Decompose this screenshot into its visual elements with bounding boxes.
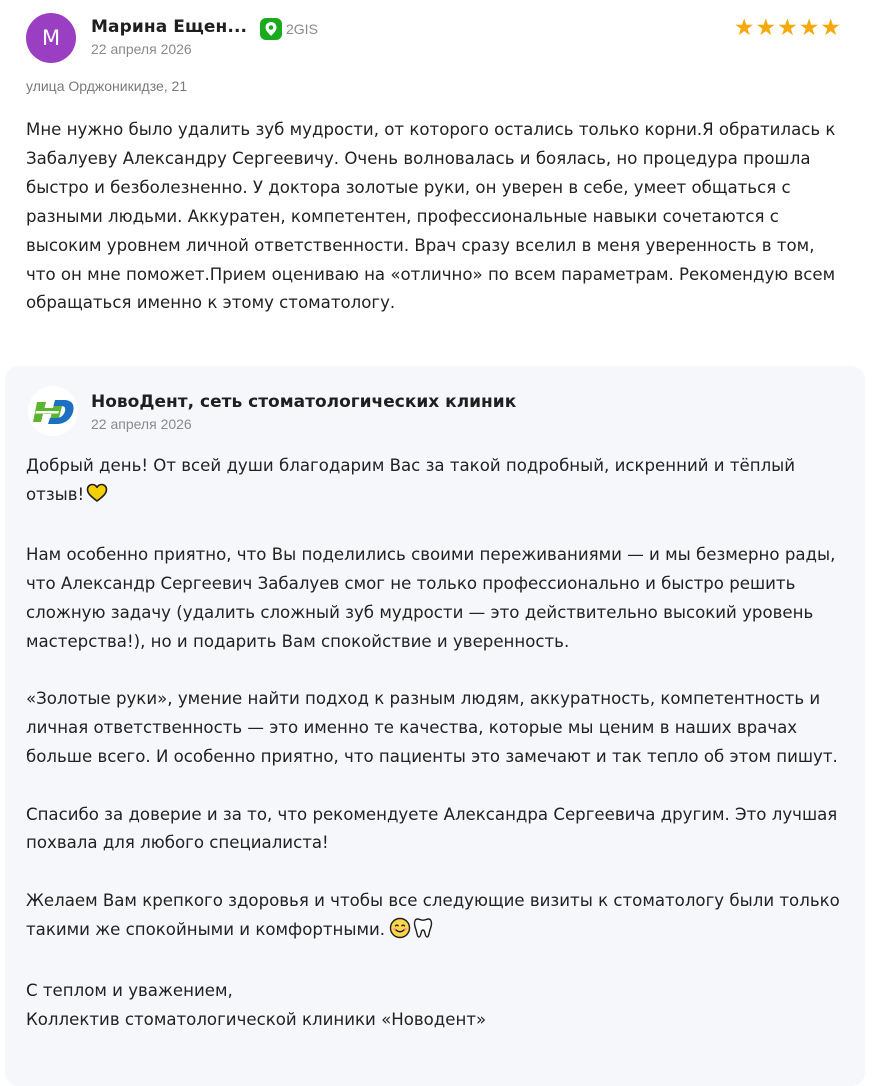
reply-paragraph-text: Желаем Вам крепкого здоровья и чтобы все следующие визиты к стоматологу были только такими же спокойными и комфортными. [26,890,840,939]
reply-paragraph: Коллектив стоматологической клиники «Новодент» [26,1010,487,1030]
star-icon: ★ [755,15,777,41]
tooth-icon [413,917,433,949]
smiling-face-icon [389,917,411,949]
reply-paragraph [26,887,846,949]
star-icon: ★ [777,15,798,41]
star-icon: ★ [733,15,755,41]
reply-paragraph: С теплом и уважением, [26,981,233,1001]
reply-paragraph: Спасибо за доверие и за то, что рекомендуете Александра Сергеевича другим. Это лучшая похвала для любого специалиста! [26,804,838,853]
source-label: 2GIS [286,21,318,37]
star-icon: ★ [820,15,841,41]
review-source [260,18,318,40]
reply-paragraph: Нам особенно приятно, что Вы поделились своими переживаниями — и мы безмерно рады, что Александр Сергеевич Забалуев смог не только профессионально и быстро решить сложную задачу (удалить сложный зуб мудрости — это действительно высокий уровень мастерства!), но и подарить Вам спокойствие и уверенность. [26,545,836,651]
reply-paragraph: «Золотые руки», умение найти подход к разным людям, аккуратность, компетентность и личная ответственность — это именно те качества, которые мы ценим в наших врачах больше всего. И особенно приятно, что пациенты это замечают и так тепло об этом пишут. [26,689,838,766]
rating-stars [734,16,841,40]
reply-date: 22 апреля 2026 [91,416,192,432]
avatar[interactable] [26,13,76,63]
clinic-address[interactable]: улица Орджоникидзе, 21 [26,78,188,94]
reply-body [26,452,846,1064]
novodent-logo-icon [28,386,78,436]
star-icon: ★ [798,15,820,41]
review-date: 22 апреля 2026 [91,41,192,57]
yellow-heart-icon [86,483,108,513]
review-text: Мне нужно было удалить зуб мудрости, от которого остались только корни.Я обратилась к Забалуеву Александру Сергеевичу. Очень волновалась и боялась, но процедура прошла быстро и безболезненно. У доктора золотые руки, он уверен в себе, умеет общаться с разными людьми. Аккуратен, компетентен, профессиональные навыки сочетаются с высоким уровнем личной ответственности. Врач сразу вселил в меня уверенность в том, что он мне поможет.Прием оцениваю на «отлично» по всем параметрам. Рекомендую всем обращаться именно к этому стоматологу. [26,120,836,313]
reply-paragraph [26,452,846,513]
reply-paragraph-text: Добрый день! От всей души благодарим Вас за такой подробный, искренний и тёплый отзыв! [26,456,796,504]
avatar-letter: М [41,26,61,50]
author-name[interactable]: Марина Ещен... [91,17,248,37]
owner-reply [5,366,865,1086]
reply-author[interactable]: НовоДент, сеть стоматологических клиник [91,392,517,412]
2gis-logo-icon [260,18,282,40]
